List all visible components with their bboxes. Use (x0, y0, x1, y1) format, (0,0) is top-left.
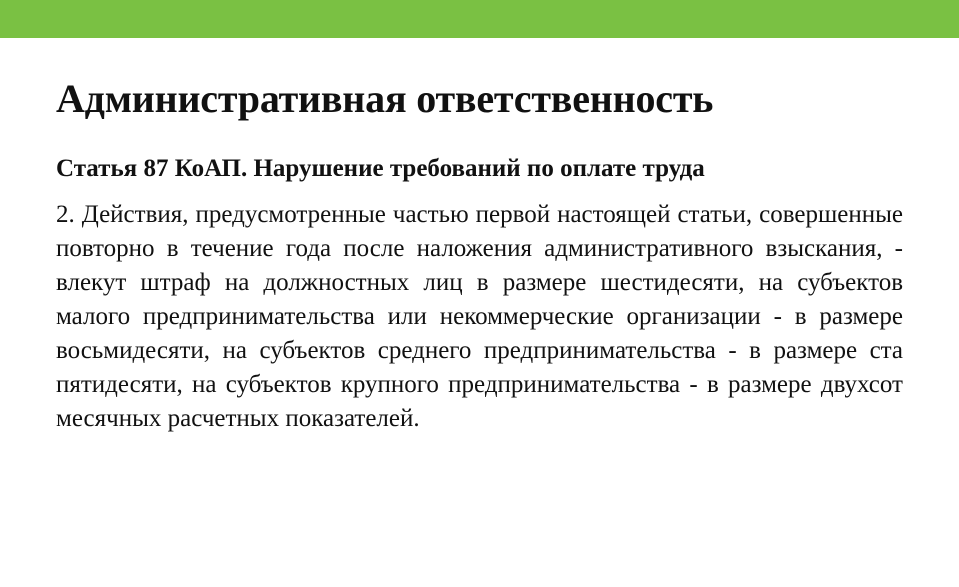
page-title: Административная ответственность (56, 76, 714, 121)
accent-top-bar (0, 0, 959, 38)
slide-content (0, 38, 959, 436)
section-subtitle: Статья 87 КоАП. Нарушение требований по оплате труда (56, 155, 705, 182)
body-paragraph: 2. Действия, предусмотренные частью первой настоящей статьи, совершенные повторно в течение года после наложения административного взыскания, - влекут штраф на должностных лиц в размере шестидесяти, на субъектов малого предпринимательства или некоммерческие организации - в размере восьмидесяти, на субъектов среднего предпринимательства - в размере ста пятидесяти, на субъектов крупного предпринимательства - в размере двухсот месячных расчетных показателей. (56, 201, 903, 432)
